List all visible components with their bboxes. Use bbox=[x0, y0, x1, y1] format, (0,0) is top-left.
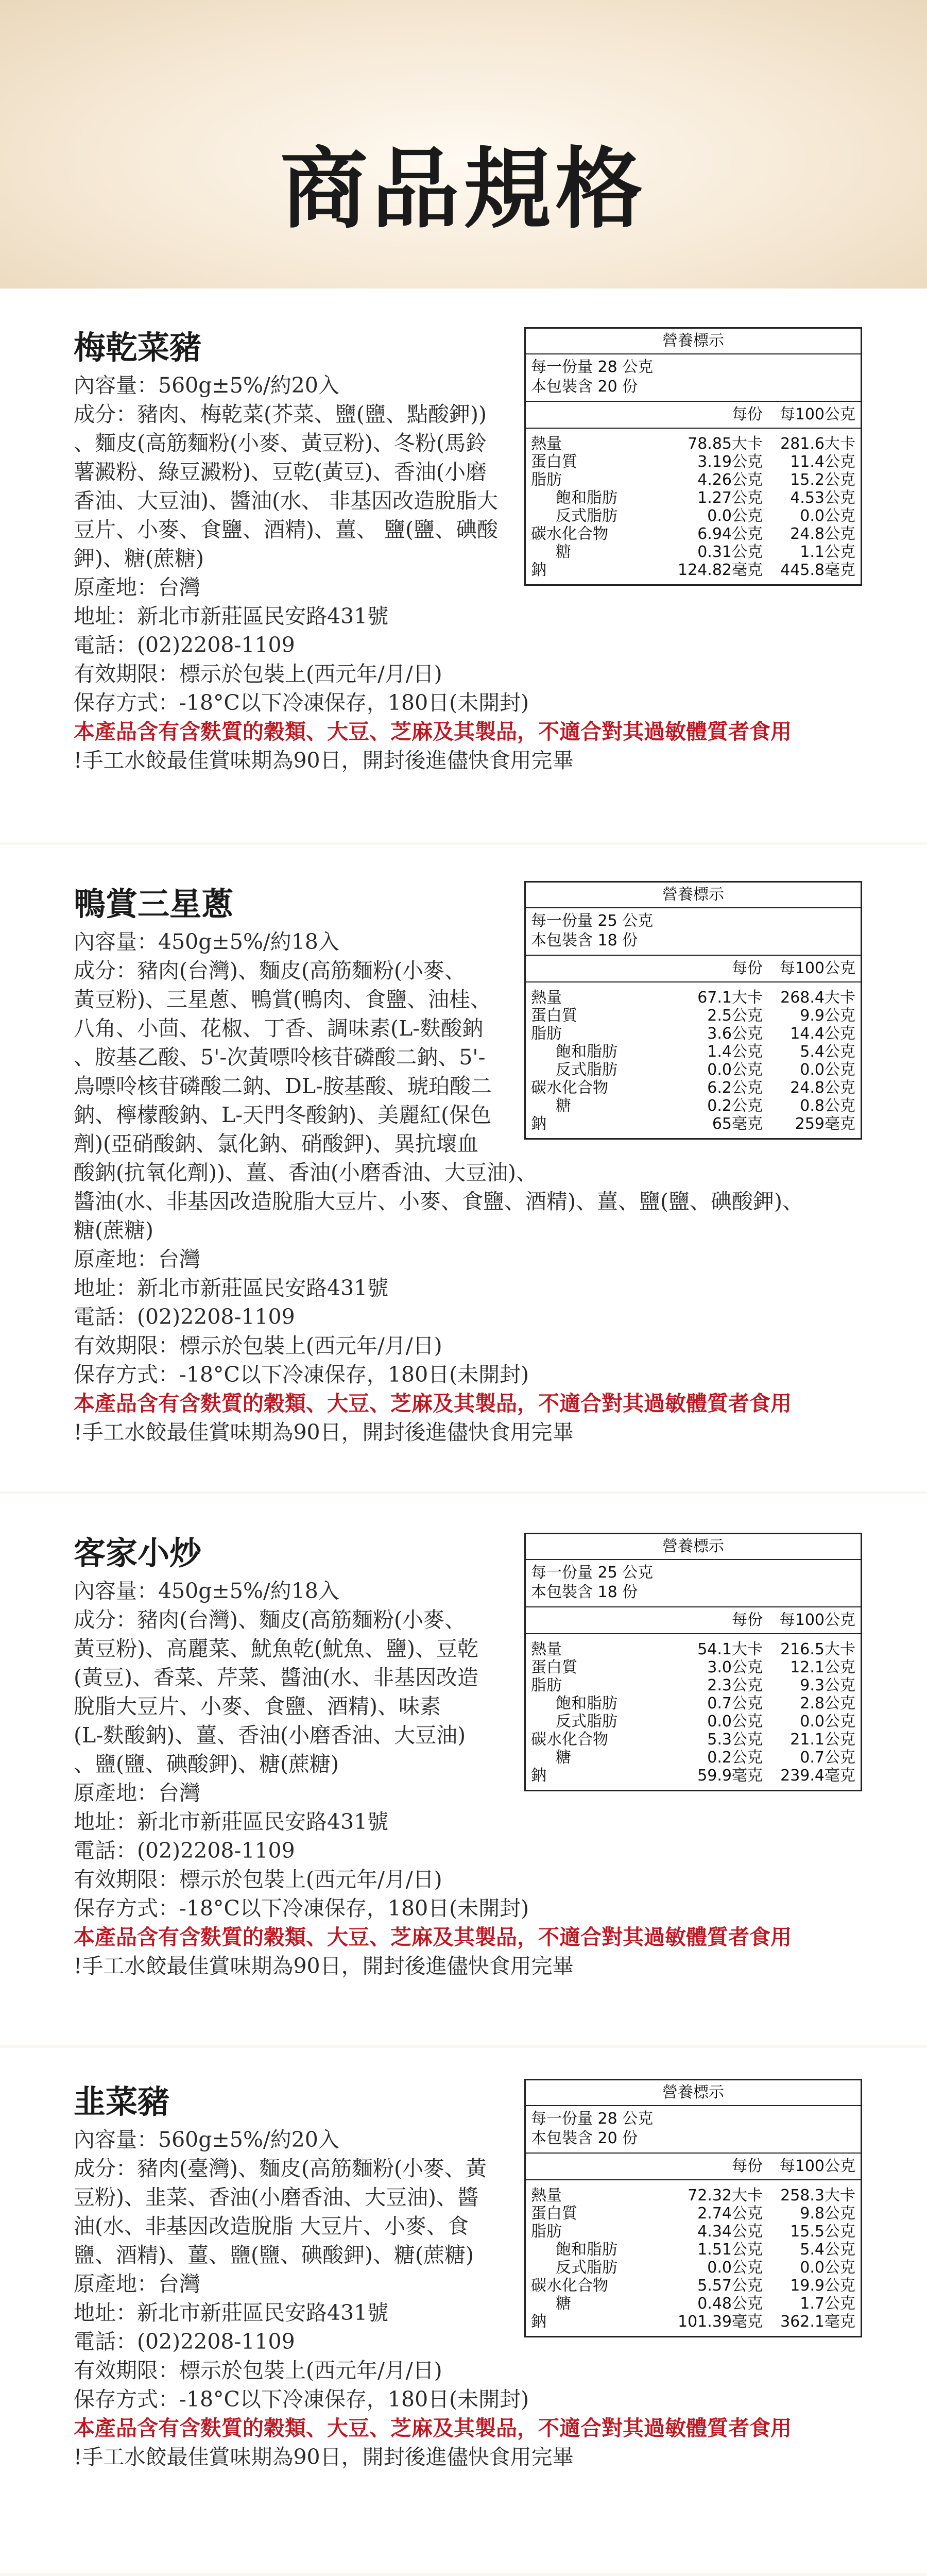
nutrient-per-serving: 5.57公克 bbox=[697, 2277, 763, 2295]
nutrient-per-serving: 0.0公克 bbox=[707, 1061, 763, 1079]
nutrition-row bbox=[526, 1713, 861, 1731]
nutrient-per-100g: 21.1公克 bbox=[790, 1731, 855, 1749]
nutrient-label: 飽和脂肪 bbox=[556, 2241, 617, 2259]
spec-line: 脫脂大豆片、小麥、食鹽、酒精)、味素 bbox=[74, 1694, 441, 1719]
serving-size: 28 公克 bbox=[597, 358, 654, 376]
nutrition-row bbox=[526, 1007, 861, 1025]
nutrient-per-100g: 24.8公克 bbox=[790, 1079, 855, 1097]
nutrient-per-100g: 19.9公克 bbox=[790, 2277, 855, 2295]
spec-line: 八角、小茴、花椒、丁香、調味素(L-麩酸鈉 bbox=[74, 1016, 484, 1041]
nutrition-row bbox=[526, 1043, 861, 1061]
pack-count-line bbox=[531, 377, 861, 397]
product-panel bbox=[0, 2048, 927, 2573]
nutrition-row bbox=[526, 2313, 861, 2331]
pack-count-line bbox=[531, 931, 861, 951]
spec-line: 內容量：450g±5%/約18入 bbox=[74, 1579, 339, 1603]
spec-line: 豆粉)、韭菜、香油(小磨香油、大豆油)、醬 bbox=[74, 2185, 478, 2210]
serving-prefix: 每一份量 bbox=[531, 2110, 593, 2128]
nutrition-column-header bbox=[526, 956, 861, 982]
nutrient-per-100g: 24.8公克 bbox=[790, 525, 855, 543]
nutrition-row bbox=[526, 1694, 861, 1713]
nutrient-label: 鈉 bbox=[531, 1767, 546, 1785]
spec-line: 保存方式：-18°C以下冷凍保存，180日(未開封) bbox=[74, 690, 529, 715]
product-panel bbox=[0, 1494, 927, 2045]
nutrient-per-serving: 3.6公克 bbox=[707, 1025, 763, 1043]
nutrition-row bbox=[526, 2241, 861, 2259]
serving-size: 28 公克 bbox=[597, 2110, 654, 2128]
nutrient-label: 鈉 bbox=[531, 2313, 546, 2331]
nutrient-per-100g: 9.9公克 bbox=[800, 1007, 855, 1025]
spec-line: 香油、大豆油)、醬油(水、 非基因改造脫脂大 bbox=[74, 488, 499, 513]
per-serving-header: 每份 bbox=[732, 2157, 763, 2175]
pack-prefix: 本包裝含 bbox=[531, 2129, 593, 2147]
spec-line: 地址：新北市新莊區民安路431號 bbox=[74, 604, 389, 629]
nutrition-row bbox=[526, 435, 861, 453]
nutrient-label: 碳水化合物 bbox=[531, 1079, 608, 1097]
product-name: 韭菜豬 bbox=[74, 2083, 170, 2121]
spec-line: 原產地：台灣 bbox=[74, 1781, 200, 1805]
nutrition-row bbox=[526, 1061, 861, 1079]
nutrient-per-100g: 259毫克 bbox=[795, 1115, 855, 1133]
nutrient-per-serving: 67.1大卡 bbox=[697, 989, 763, 1007]
serving-size-line bbox=[531, 1563, 861, 1583]
serving-info bbox=[526, 354, 861, 402]
nutrient-label: 熱量 bbox=[531, 2187, 562, 2205]
nutrient-per-serving: 72.32大卡 bbox=[688, 2187, 763, 2205]
per-100g-header: 每100公克 bbox=[779, 405, 855, 423]
nutrient-label: 蛋白質 bbox=[531, 2205, 577, 2223]
spec-line: 劑)(亞硝酸鈉、氯化鈉、硝酸鉀)、異抗壞血 bbox=[74, 1131, 478, 1156]
nutrient-per-serving: 101.39毫克 bbox=[678, 2313, 763, 2331]
nutrient-label: 反式脂肪 bbox=[556, 1713, 617, 1731]
nutrient-label: 碳水化合物 bbox=[531, 1731, 608, 1749]
nutrition-rows bbox=[526, 982, 861, 1138]
nutrient-label: 糖 bbox=[556, 2295, 571, 2313]
spec-line: 薯澱粉、綠豆澱粉)、豆乾(黃豆)、香油(小磨 bbox=[74, 460, 487, 484]
spec-line: 地址：新北市新莊區民安路431號 bbox=[74, 2300, 389, 2325]
nutrition-row bbox=[526, 489, 861, 507]
serving-info bbox=[526, 2106, 861, 2154]
nutrient-per-100g: 5.4公克 bbox=[800, 2241, 855, 2259]
nutrition-row bbox=[526, 2277, 861, 2295]
nutrient-label: 飽和脂肪 bbox=[556, 1043, 617, 1061]
spec-line: 電話：(02)2208-1109 bbox=[74, 1304, 295, 1329]
nutrition-table bbox=[524, 881, 862, 1140]
nutrient-per-serving: 0.0公克 bbox=[707, 2259, 763, 2277]
blank-column-header bbox=[526, 956, 655, 981]
nutrient-per-serving: 5.3公克 bbox=[707, 1731, 763, 1749]
spec-line: 成分：豬肉、梅乾菜(芥菜、鹽(鹽、點酸鉀)) bbox=[74, 402, 487, 427]
spec-line: 保存方式：-18°C以下冷凍保存，180日(未開封) bbox=[74, 1362, 529, 1387]
shelf-life-note: !手工水餃最佳賞味期為90日，開封後進儘快食用完畢 bbox=[74, 748, 574, 773]
nutrient-per-100g: 9.3公克 bbox=[800, 1676, 855, 1694]
blank-column-header bbox=[526, 402, 655, 428]
spec-line: 鳥嘌呤核苷磷酸二鈉、DL-胺基酸、琥珀酸二 bbox=[74, 1074, 492, 1098]
nutrient-label: 蛋白質 bbox=[531, 453, 577, 471]
nutrient-per-serving: 0.7公克 bbox=[707, 1694, 763, 1713]
pack-count: 18 份 bbox=[597, 931, 638, 950]
allergen-warning: 本產品含有含麩質的穀類、大豆、芝麻及其製品，不適合對其過敏體質者食用 bbox=[74, 719, 792, 744]
nutrient-per-100g: 12.1公克 bbox=[790, 1658, 855, 1676]
serving-size: 25 公克 bbox=[597, 912, 654, 930]
nutrient-per-serving: 1.27公克 bbox=[697, 489, 763, 507]
nutrition-row bbox=[526, 1658, 861, 1676]
nutrition-rows bbox=[526, 2180, 861, 2336]
spec-line: 內容量：560g±5%/約20入 bbox=[74, 2127, 339, 2152]
nutrient-per-100g: 0.8公克 bbox=[800, 1097, 855, 1115]
per-100g-header: 每100公克 bbox=[779, 1611, 855, 1629]
nutrient-per-serving: 6.2公克 bbox=[707, 1079, 763, 1097]
pack-prefix: 本包裝含 bbox=[531, 1583, 593, 1601]
nutrition-row bbox=[526, 1115, 861, 1133]
per-100g-header: 每100公克 bbox=[779, 959, 855, 977]
serving-size-line bbox=[531, 911, 861, 931]
spec-line: 原產地：台灣 bbox=[74, 1247, 200, 1272]
spec-line: 保存方式：-18°C以下冷凍保存，180日(未開封) bbox=[74, 2387, 529, 2412]
nutrient-per-100g: 0.0公克 bbox=[800, 1061, 855, 1079]
serving-size-line bbox=[531, 2109, 861, 2129]
per-serving-header: 每份 bbox=[732, 1611, 763, 1629]
nutrient-label: 脂肪 bbox=[531, 2223, 562, 2241]
nutrition-row bbox=[526, 453, 861, 471]
nutrient-per-serving: 0.0公克 bbox=[707, 507, 763, 525]
pack-prefix: 本包裝含 bbox=[531, 931, 593, 950]
pack-count: 18 份 bbox=[597, 1583, 638, 1601]
spec-line: (L-麩酸鈉)、薑、香油(小磨香油、大豆油) bbox=[74, 1723, 466, 1748]
nutrition-table bbox=[524, 1533, 862, 1791]
nutrient-per-serving: 54.1大卡 bbox=[697, 1640, 763, 1658]
nutrient-per-100g: 0.0公克 bbox=[800, 2259, 855, 2277]
serving-prefix: 每一份量 bbox=[531, 358, 593, 376]
nutrient-label: 蛋白質 bbox=[531, 1658, 577, 1676]
nutrient-per-serving: 2.3公克 bbox=[707, 1676, 763, 1694]
nutrient-per-serving: 0.0公克 bbox=[707, 1713, 763, 1731]
pack-count-line bbox=[531, 2129, 861, 2148]
spec-line: 鹽、酒精)、薑、鹽(鹽、碘酸鉀)、糖(蔗糖) bbox=[74, 2243, 474, 2267]
nutrition-row bbox=[526, 2187, 861, 2205]
nutrition-row bbox=[526, 543, 861, 561]
nutrition-table bbox=[524, 327, 862, 586]
nutrient-label: 熱量 bbox=[531, 989, 562, 1007]
nutrition-header: 營養標示 bbox=[526, 2080, 861, 2106]
nutrition-rows bbox=[526, 429, 861, 584]
nutrition-row bbox=[526, 471, 861, 489]
nutrient-per-serving: 59.9毫克 bbox=[697, 1767, 763, 1785]
nutrient-per-100g: 2.8公克 bbox=[800, 1694, 855, 1713]
spec-line: 黃豆粉)、高麗菜、魷魚乾(魷魚、鹽)、豆乾 bbox=[74, 1636, 478, 1661]
nutrient-per-serving: 0.2公克 bbox=[707, 1097, 763, 1115]
nutrition-header: 營養標示 bbox=[526, 883, 861, 908]
serving-size: 25 公克 bbox=[597, 1564, 654, 1582]
pack-count: 20 份 bbox=[597, 378, 638, 396]
nutrient-per-100g: 1.7公克 bbox=[800, 2295, 855, 2313]
spec-line: 成分：豬肉(台灣)、麵皮(高筋麵粉(小麥、 bbox=[74, 958, 466, 983]
nutrition-row bbox=[526, 2205, 861, 2223]
nutrient-label: 反式脂肪 bbox=[556, 507, 617, 525]
nutrient-label: 飽和脂肪 bbox=[556, 1694, 617, 1713]
nutrient-label: 脂肪 bbox=[531, 1676, 562, 1694]
product-name: 梅乾菜豬 bbox=[74, 329, 202, 366]
nutrient-per-100g: 14.4公克 bbox=[790, 1025, 855, 1043]
spec-line: 、麵皮(高筋麵粉(小麥、黃豆粉)、冬粉(馬鈴 bbox=[74, 431, 487, 455]
nutrient-per-serving: 78.85大卡 bbox=[688, 435, 763, 453]
nutrient-per-serving: 4.34公克 bbox=[697, 2223, 763, 2241]
nutrient-per-serving: 4.26公克 bbox=[697, 471, 763, 489]
nutrient-label: 飽和脂肪 bbox=[556, 489, 617, 507]
pack-prefix: 本包裝含 bbox=[531, 378, 593, 396]
shelf-life-note: !手工水餃最佳賞味期為90日，開封後進儘快食用完畢 bbox=[74, 1954, 574, 1978]
nutrient-per-serving: 6.94公克 bbox=[697, 525, 763, 543]
product-panel bbox=[0, 845, 927, 1492]
nutrition-row bbox=[526, 561, 861, 579]
nutrient-per-serving: 2.5公克 bbox=[707, 1007, 763, 1025]
spec-line: 成分：豬肉(臺灣)、麵皮(高筋麵粉(小麥、黃 bbox=[74, 2156, 487, 2181]
spec-line: 電話：(02)2208-1109 bbox=[74, 2329, 295, 2354]
nutrition-row bbox=[526, 2295, 861, 2313]
spec-line: 內容量：560g±5%/約20入 bbox=[74, 373, 339, 398]
shelf-life-note: !手工水餃最佳賞味期為90日，開封後進儘快食用完畢 bbox=[74, 1420, 574, 1445]
spec-line: (黃豆)、香菜、芹菜、醬油(水、非基因改造 bbox=[74, 1665, 478, 1690]
nutrient-per-100g: 216.5大卡 bbox=[780, 1640, 855, 1658]
nutrient-per-serving: 0.48公克 bbox=[697, 2295, 763, 2313]
spec-line: 有效期限：標示於包裝上(西元年/月/日) bbox=[74, 662, 442, 686]
nutrient-per-serving: 3.0公克 bbox=[707, 1658, 763, 1676]
nutrition-row bbox=[526, 1676, 861, 1694]
nutrition-column-header bbox=[526, 1607, 861, 1634]
nutrient-label: 碳水化合物 bbox=[531, 2277, 608, 2295]
spec-line: 原產地：台灣 bbox=[74, 2272, 200, 2296]
nutrient-per-100g: 239.4毫克 bbox=[780, 1767, 855, 1785]
product-name: 客家小炒 bbox=[74, 1534, 202, 1572]
pack-count-line bbox=[531, 1583, 861, 1602]
spec-line: 內容量：450g±5%/約18入 bbox=[74, 929, 339, 954]
nutrient-per-100g: 15.2公克 bbox=[790, 471, 855, 489]
per-serving-header: 每份 bbox=[732, 405, 763, 423]
nutrient-per-serving: 0.31公克 bbox=[697, 543, 763, 561]
nutrient-per-serving: 2.74公克 bbox=[697, 2205, 763, 2223]
spec-line: 有效期限：標示於包裝上(西元年/月/日) bbox=[74, 2358, 442, 2383]
nutrient-per-100g: 258.3大卡 bbox=[780, 2187, 855, 2205]
spec-line: 電話：(02)2208-1109 bbox=[74, 633, 295, 657]
nutrient-per-serving: 65毫克 bbox=[712, 1115, 763, 1133]
serving-info bbox=[526, 908, 861, 956]
shelf-life-note: !手工水餃最佳賞味期為90日，開封後進儘快食用完畢 bbox=[74, 2445, 574, 2469]
allergen-warning: 本產品含有含麩質的穀類、大豆、芝麻及其製品，不適合對其過敏體質者食用 bbox=[74, 1925, 792, 1950]
product-name: 鴨賞三星蔥 bbox=[74, 885, 234, 923]
spec-line: 有效期限：標示於包裝上(西元年/月/日) bbox=[74, 1867, 442, 1892]
nutrition-row bbox=[526, 1097, 861, 1115]
nutrient-per-serving: 3.19公克 bbox=[697, 453, 763, 471]
spec-line: 豆片、小麥、食鹽、酒精)、薑、 鹽(鹽、碘酸 bbox=[74, 517, 499, 542]
nutrient-per-serving: 1.4公克 bbox=[707, 1043, 763, 1061]
product-panel bbox=[0, 289, 927, 842]
nutrition-row bbox=[526, 1640, 861, 1658]
nutrition-row bbox=[526, 2223, 861, 2241]
nutrient-per-100g: 11.4公克 bbox=[790, 453, 855, 471]
nutrient-per-100g: 5.4公克 bbox=[800, 1043, 855, 1061]
nutrient-label: 反式脂肪 bbox=[556, 2259, 617, 2277]
nutrient-per-serving: 1.51公克 bbox=[697, 2241, 763, 2259]
serving-prefix: 每一份量 bbox=[531, 1564, 593, 1582]
nutrient-label: 鈉 bbox=[531, 1115, 546, 1133]
pack-count: 20 份 bbox=[597, 2129, 638, 2147]
nutrient-per-100g: 4.53公克 bbox=[790, 489, 855, 507]
nutrient-label: 鈉 bbox=[531, 561, 546, 579]
spec-line: 原產地：台灣 bbox=[74, 575, 200, 600]
spec-line: 油(水、非基因改造脫脂 大豆片、小麥、食 bbox=[74, 2214, 469, 2239]
nutrition-column-header bbox=[526, 2154, 861, 2180]
nutrition-row bbox=[526, 1079, 861, 1097]
spec-line: 鉀)、糖(蔗糖) bbox=[74, 546, 204, 571]
nutrient-per-100g: 281.6大卡 bbox=[780, 435, 855, 453]
per-100g-header: 每100公克 bbox=[779, 2157, 855, 2175]
spec-line: 酸鈉(抗氧化劑))、薑、香油(小磨香油、大豆油)、 bbox=[74, 1160, 537, 1185]
nutrient-per-serving: 0.2公克 bbox=[707, 1749, 763, 1767]
nutrient-label: 糖 bbox=[556, 1097, 571, 1115]
nutrient-per-100g: 0.7公克 bbox=[800, 1749, 855, 1767]
nutrient-label: 糖 bbox=[556, 1749, 571, 1767]
spec-line: 地址：新北市新莊區民安路431號 bbox=[74, 1276, 389, 1300]
nutrient-label: 反式脂肪 bbox=[556, 1061, 617, 1079]
nutrient-per-100g: 0.0公克 bbox=[800, 507, 855, 525]
allergen-warning: 本產品含有含麩質的穀類、大豆、芝麻及其製品，不適合對其過敏體質者食用 bbox=[74, 2416, 792, 2441]
spec-line: 地址：新北市新莊區民安路431號 bbox=[74, 1809, 389, 1834]
nutrient-per-100g: 15.5公克 bbox=[790, 2223, 855, 2241]
nutrition-table bbox=[524, 2079, 862, 2337]
nutrition-header: 營養標示 bbox=[526, 1534, 861, 1560]
spec-line: 醬油(水、非基因改造脫脂大豆片、小麥、食鹽、酒精)、薑、鹽(鹽、碘酸鉀)、 bbox=[74, 1189, 803, 1214]
nutrient-label: 熱量 bbox=[531, 435, 562, 453]
spec-line: 黃豆粉)、三星蔥、鴨賞(鴨肉、食鹽、油桂、 bbox=[74, 987, 491, 1012]
nutrient-label: 脂肪 bbox=[531, 471, 562, 489]
nutrient-label: 脂肪 bbox=[531, 1025, 562, 1043]
spec-line: 鈉、檸檬酸鈉、L-天門冬酸鈉)、美麗紅(保色 bbox=[74, 1103, 492, 1127]
nutrition-header: 營養標示 bbox=[526, 329, 861, 354]
nutrition-rows bbox=[526, 1634, 861, 1790]
nutrient-per-100g: 9.8公克 bbox=[800, 2205, 855, 2223]
nutrition-row bbox=[526, 1749, 861, 1767]
nutrient-per-serving: 124.82毫克 bbox=[678, 561, 763, 579]
spec-line: 有效期限：標示於包裝上(西元年/月/日) bbox=[74, 1333, 442, 1358]
nutrient-per-100g: 362.1毫克 bbox=[780, 2313, 855, 2331]
nutrient-per-100g: 445.8毫克 bbox=[780, 561, 855, 579]
spec-line: 成分：豬肉(台灣)、麵皮(高筋麵粉(小麥、 bbox=[74, 1607, 466, 1632]
serving-prefix: 每一份量 bbox=[531, 912, 593, 930]
spec-line: 保存方式：-18°C以下冷凍保存，180日(未開封) bbox=[74, 1896, 529, 1921]
nutrition-row bbox=[526, 1767, 861, 1785]
nutrition-row bbox=[526, 525, 861, 543]
spec-line: 糖(蔗糖) bbox=[74, 1218, 153, 1243]
nutrient-label: 糖 bbox=[556, 543, 571, 561]
page-title: 商品規格 bbox=[280, 139, 647, 241]
per-serving-header: 每份 bbox=[732, 959, 763, 977]
nutrition-row bbox=[526, 507, 861, 525]
nutrient-per-100g: 1.1公克 bbox=[800, 543, 855, 561]
nutrient-label: 蛋白質 bbox=[531, 1007, 577, 1025]
nutrient-per-100g: 268.4大卡 bbox=[780, 989, 855, 1007]
allergen-warning: 本產品含有含麩質的穀類、大豆、芝麻及其製品，不適合對其過敏體質者食用 bbox=[74, 1391, 792, 1416]
spec-line: 電話：(02)2208-1109 bbox=[74, 1838, 295, 1863]
nutrient-label: 碳水化合物 bbox=[531, 525, 608, 543]
serving-size-line bbox=[531, 358, 861, 377]
nutrient-label: 熱量 bbox=[531, 1640, 562, 1658]
nutrition-row bbox=[526, 1731, 861, 1749]
nutrient-per-100g: 0.0公克 bbox=[800, 1713, 855, 1731]
blank-column-header bbox=[526, 1607, 655, 1633]
serving-info bbox=[526, 1560, 861, 1607]
nutrition-row bbox=[526, 2259, 861, 2277]
blank-column-header bbox=[526, 2154, 655, 2179]
spec-line: 、鹽(鹽、碘酸鉀)、糖(蔗糖) bbox=[74, 1752, 339, 1776]
spec-line: 、胺基乙酸、5'-次黃嘌呤核苷磷酸二鈉、5'- bbox=[74, 1045, 486, 1070]
nutrition-column-header bbox=[526, 402, 861, 429]
nutrition-row bbox=[526, 989, 861, 1007]
nutrition-row bbox=[526, 1025, 861, 1043]
